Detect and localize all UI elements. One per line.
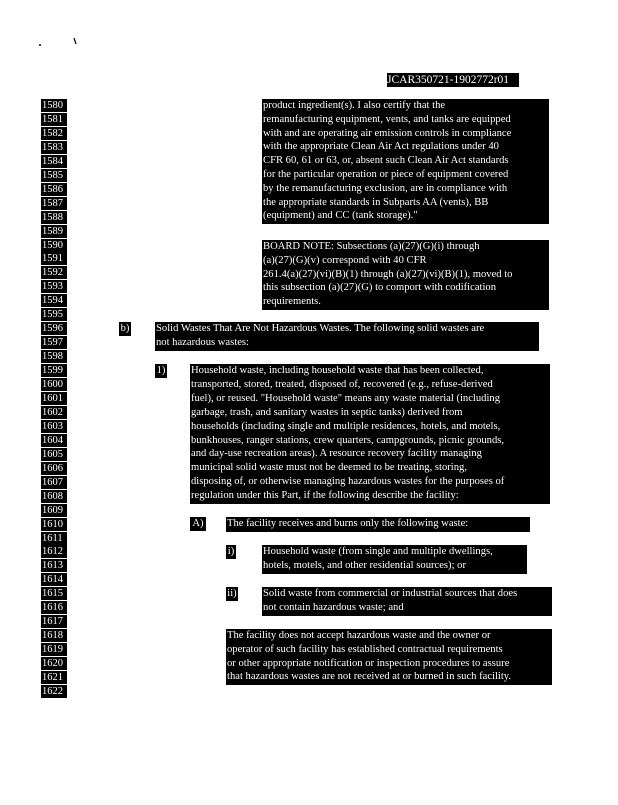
- text-line: Solid Wastes That Are Not Hazardous Wastes. The following solid wastes are: [156, 323, 485, 334]
- text-line: garbage, trash, and sanitary wastes in septic tanks) derived from: [191, 406, 463, 418]
- line-number: 1609: [41, 504, 67, 517]
- text-line: The facility does not accept hazardous waste and the owner or: [227, 630, 491, 641]
- item-i-label: i): [227, 546, 235, 557]
- text-line: not hazardous wastes:: [156, 336, 249, 348]
- text-line: this subsection (a)(27)(G) to comport with codification: [263, 282, 497, 294]
- text-line: CFR 60, 61 or 63, or, absent such Clean Air Act standards: [263, 155, 509, 167]
- text-line: BOARD NOTE: Subsections (a)(27)(G)(i) through: [263, 241, 480, 252]
- line-number: 1594: [41, 294, 67, 307]
- text-line: fuel), or reused. "Household waste" means any waste material (including: [191, 392, 501, 404]
- item-1-label: 1): [156, 365, 166, 376]
- line-number: 1588: [41, 211, 67, 224]
- line-number: 1580: [41, 99, 67, 112]
- line-number: 1603: [41, 420, 67, 433]
- text-line: transported, stored, treated, disposed of, recovered (e.g., refuse-derived: [191, 378, 493, 390]
- item-ii-label: ii): [227, 588, 237, 599]
- line-number: 1618: [41, 629, 67, 642]
- text-line: 261.4(a)(27)(vi)(B)(1) through (a)(27)(vi)(B)(1), moved to: [263, 268, 513, 280]
- text-line: not contain hazardous waste; and: [263, 601, 404, 613]
- line-number: 1611: [41, 532, 67, 545]
- text-line: Household waste, including household waste that has been collected,: [191, 365, 484, 376]
- text-line: requirements.: [263, 296, 321, 308]
- line-number: 1620: [41, 657, 67, 670]
- text-line: Solid waste from commercial or industrial sources that does: [263, 588, 518, 599]
- line-number: 1584: [41, 155, 67, 168]
- text-line: the appropriate standards in Subparts AA (vents), BB: [263, 196, 489, 208]
- text-line: Household waste (from single and multiple dwellings,: [263, 546, 493, 557]
- line-number: 1598: [41, 350, 67, 363]
- line-number: 1592: [41, 266, 67, 279]
- line-number: 1589: [41, 225, 67, 238]
- line-number: 1602: [41, 406, 67, 419]
- line-number: 1608: [41, 490, 67, 503]
- line-number: 1591: [41, 252, 67, 265]
- scan-speck: [74, 38, 76, 44]
- scan-speck: [39, 44, 41, 46]
- line-number: 1615: [41, 587, 67, 600]
- line-number: 1614: [41, 573, 67, 586]
- text-line: (equipment) and CC (tank storage).": [263, 210, 418, 222]
- line-number: 1606: [41, 462, 67, 475]
- subsection-b-label: b): [120, 323, 130, 334]
- line-number: 1599: [41, 364, 67, 377]
- line-number: 1600: [41, 378, 67, 391]
- line-number: 1582: [41, 127, 67, 140]
- line-number: 1619: [41, 643, 67, 656]
- text-line: for the particular operation or piece of equipment covered: [263, 169, 509, 180]
- line-number: 1610: [41, 518, 67, 531]
- text-line: households (including single and multiple residences, hotels, and motels,: [191, 420, 501, 432]
- line-number: 1613: [41, 559, 67, 572]
- line-number: 1605: [41, 448, 67, 461]
- line-number: 1581: [41, 113, 67, 126]
- line-number: 1587: [41, 197, 67, 210]
- line-number: 1616: [41, 601, 67, 614]
- text-line: municipal solid waste must not be deemed to be treating, storing,: [191, 462, 467, 474]
- line-number: 1622: [41, 685, 67, 698]
- line-number: 1597: [41, 336, 67, 349]
- text-line: operator of such facility has established contractual requirements: [227, 643, 503, 655]
- text-line: regulation under this Part, if the following describe the facility:: [191, 490, 459, 502]
- text-line: bunkhouses, ranger stations, crew quarters, campgrounds, picnic grounds,: [191, 434, 505, 446]
- text-line: or other appropriate notification or inspection procedures to assure: [227, 657, 510, 669]
- text-line: that hazardous wastes are not received at or burned in such facility.: [227, 671, 512, 683]
- text-line: product ingredient(s). I also certify that the: [263, 100, 446, 111]
- line-number: 1601: [41, 392, 67, 405]
- text-line: and day-use recreation areas). A resource recovery facility managing: [191, 448, 482, 460]
- line-number: 1585: [41, 169, 67, 182]
- line-number: 1590: [41, 239, 67, 252]
- line-number: 1621: [41, 671, 67, 684]
- text-line: (a)(27)(G)(v) correspond with 40 CFR: [263, 254, 427, 266]
- text-line: The facility receives and burns only the following waste:: [227, 518, 469, 529]
- line-number: 1583: [41, 141, 67, 154]
- line-number: 1586: [41, 183, 67, 196]
- line-number: 1612: [41, 545, 67, 558]
- document-id-header: JCAR350721-1902772r01: [387, 73, 519, 87]
- line-number: 1604: [41, 434, 67, 447]
- text-line: with and are operating air emission controls in compliance: [263, 127, 512, 139]
- text-line: remanufacturing equipment, vents, and tanks are equipped: [263, 113, 511, 125]
- item-A-label: A): [190, 517, 206, 531]
- text-line: with the appropriate Clean Air Act regulations under 40: [263, 141, 499, 153]
- text-line: disposing of, or otherwise managing hazardous wastes for the purposes of: [191, 476, 505, 488]
- text-line: hotels, motels, and other residential sources); or: [263, 559, 466, 571]
- line-number: 1617: [41, 615, 67, 628]
- line-number: 1607: [41, 476, 67, 489]
- line-number: 1593: [41, 280, 67, 293]
- line-number: 1596: [41, 322, 67, 335]
- text-line: by the remanufacturing exclusion, are in compliance with: [263, 182, 508, 194]
- line-number: 1595: [41, 308, 67, 321]
